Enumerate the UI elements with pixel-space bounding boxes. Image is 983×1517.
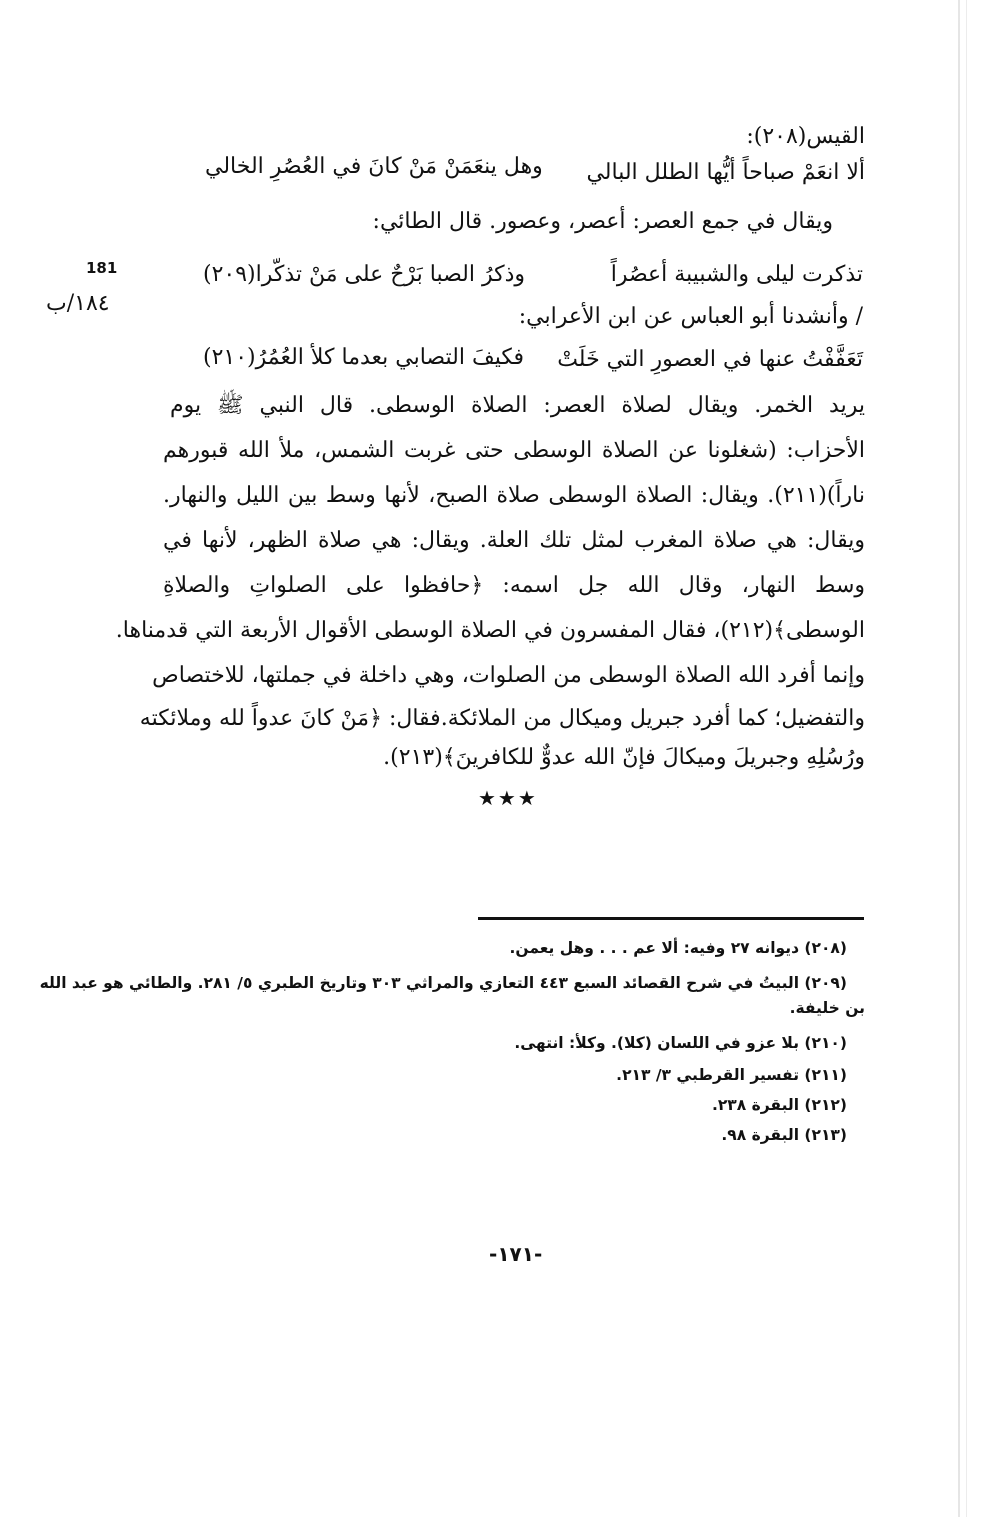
verse-2-first-hemistich: تذكرت ليلى والشبيبة أعصُراً xyxy=(610,262,863,287)
paragraph-line-7: وإنما أفرد الله الصلاة الوسطى من الصلوات، وهي داخلة في جملتها، للاختصاص xyxy=(152,663,865,688)
scan-edge-secondary xyxy=(966,0,967,1517)
verse-2-second-hemistich: وذكرُ الصبا بَرْحٌ على مَنْ تذكّرا(٢٠٩) xyxy=(203,262,526,287)
paragraph-line-1: يريد الخمر. ويقال لصلاة العصر: الصلاة الوسطى. قال النبي ﷺ يوم xyxy=(170,393,865,418)
verse-3-first-hemistich: تَعَفَّفْتُ عنها في العصورِ التي خَلَتْ xyxy=(557,347,863,372)
verse-1-second-hemistich: وهل ينعَمَنْ مَنْ كانَ في العُصُرِ الخالي xyxy=(205,154,543,179)
paragraph-line-6: الوسطى﴾(٢١٢)، فقال المفسرون في الصلاة الوسطى الأقوال الأربعة التي قدمناها. xyxy=(115,618,865,643)
footnote-208: (٢٠٨) ديوانه ٢٧ وفيه: ألا عم . . . وهل يعمن. xyxy=(509,939,847,957)
paragraph-line-4: ويقال: هي صلاة المغرب لمثل تلك العلة. ويقال: هي صلاة الظهر، لأنها في xyxy=(163,528,865,553)
body-line-5: / وأنشدنا أبو العباس عن ابن الأعرابي: xyxy=(518,304,863,329)
footnote-rule xyxy=(478,917,864,920)
footnote-209-continued: بن خليفة. xyxy=(789,999,865,1017)
body-line-3: ويقال في جمع العصر: أعصر، وعصور. قال الطائي: xyxy=(372,209,833,234)
body-line-1: القيس(٢٠٨): xyxy=(746,124,865,149)
verse-1-first-hemistich: ألا انعَمْ صباحاً أيُّها الطلل البالي xyxy=(586,160,865,185)
footnote-210: (٢١٠) بلا عزو في اللسان (كلا). وكلأ: انتهى. xyxy=(514,1034,847,1052)
section-separator-stars: ★★★ xyxy=(478,786,538,810)
footnote-211: (٢١١) تفسير القرطبي ٣/ ٢١٣. xyxy=(616,1066,847,1084)
paragraph-line-9: ورُسُلِهِ وجبريلَ وميكالَ فإنّ الله عدوٌّ للكافرينَ﴾(٢١٣). xyxy=(383,745,865,770)
paragraph-line-5: وسط النهار، وقال الله جل اسمه: ﴿حافظوا على الصلواتِ والصلاةِ xyxy=(163,573,865,598)
margin-folio-ref: ١٨٤/ب xyxy=(46,291,110,316)
page-number: -١٧١- xyxy=(489,1242,543,1266)
paragraph-line-3: ناراً)(٢١١). ويقال: الصلاة الوسطى صلاة الصبح، لأنها وسط بين الليل والنهار. xyxy=(163,483,865,508)
footnote-209: (٢٠٩) البيتُ في شرح القصائد السبع ٤٤٣ التعازي والمراثي ٣٠٣ وتاريخ الطبري ٥/ ٢٨١. والطائي هو عبد الله xyxy=(39,974,847,992)
paragraph-line-2: الأحزاب: (شغلونا عن الصلاة الوسطى حتى غربت الشمس، ملأ الله قبورهم xyxy=(163,438,865,463)
footnote-213: (٢١٣) البقرة ٩٨. xyxy=(721,1126,847,1144)
paragraph-line-8: والتفضيل؛ كما أفرد جبريل وميكال من الملائكة.فقال: ﴿مَنْ كانَ عدواً لله وملائكته xyxy=(139,706,865,731)
margin-page-ref: 181 xyxy=(86,259,118,277)
scan-edge xyxy=(958,0,960,1517)
verse-3-second-hemistich: فكيفَ التصابي بعدما كلأ العُمُرُ(٢١٠) xyxy=(203,345,525,370)
footnote-212: (٢١٢) البقرة ٢٣٨. xyxy=(711,1096,847,1114)
